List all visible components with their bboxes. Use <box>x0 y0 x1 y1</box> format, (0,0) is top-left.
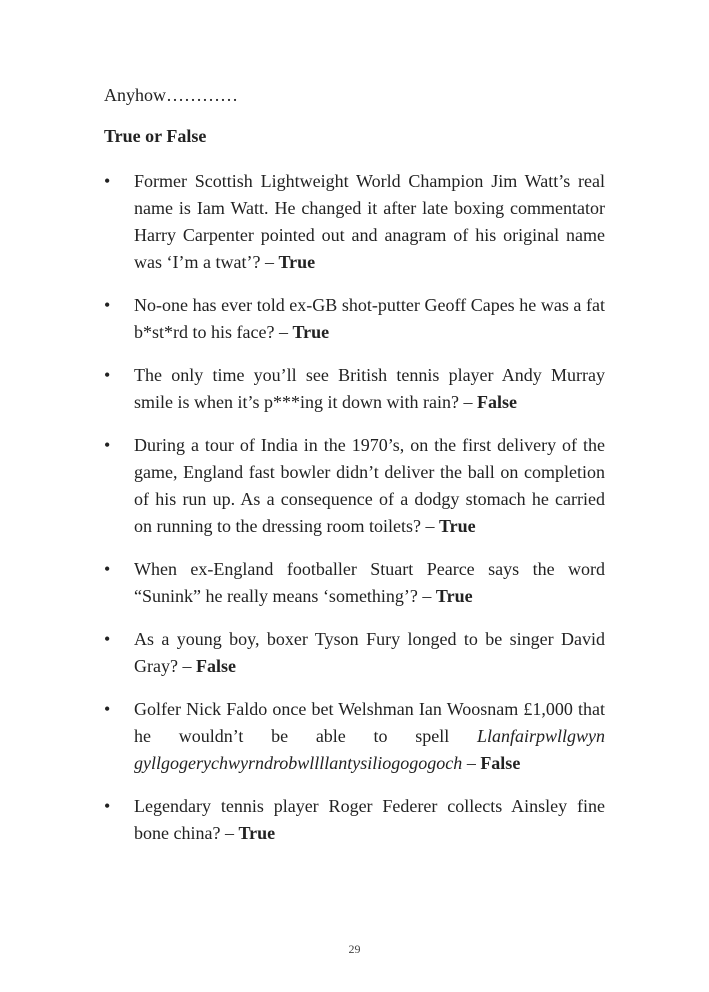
statement-text: No-one has ever told ex-GB shot-putter Geoff Capes he was a fat b*st*rd to his face? – <box>134 295 605 342</box>
bullet-icon: • <box>104 295 111 315</box>
bullet-icon: • <box>104 559 111 579</box>
bullet-icon: • <box>104 629 111 649</box>
true-false-list <box>104 168 605 847</box>
list-item <box>104 432 605 540</box>
answer-label: True <box>278 252 316 272</box>
answer-label: True <box>438 516 476 536</box>
statement-text: During a tour of India in the 1970’s, on the first delivery of the game, England fast bowler didn’t deliver the ball on completion of his run up. As a consequence of a dodgy stomach he carried on running to the dressing room toilets? – <box>134 435 605 536</box>
statement-text: Former Scottish Lightweight World Champion Jim Watt’s real name is Iam Watt. He changed it after late boxing commentator Harry Carpenter pointed out and anagram of his original name was ‘I’m a twat’? – <box>134 171 605 272</box>
answer-label: False <box>480 753 521 773</box>
welsh-place-name: Llanfairpwllgwyn gyllgogerychwyrndrobwllllantysiliogogogoch <box>134 726 605 773</box>
answer-label: True <box>292 322 330 342</box>
list-item <box>104 168 605 276</box>
page-content <box>104 82 605 863</box>
answer-label: True <box>238 823 276 843</box>
statement-text: When ex-England footballer Stuart Pearce says the word “Sunink” he really means ‘something’? – <box>134 559 605 606</box>
section-heading: True or False <box>104 126 207 146</box>
statement-text: As a young boy, boxer Tyson Fury longed to be singer David Gray? – <box>134 629 605 676</box>
list-item <box>104 696 605 777</box>
bullet-icon: • <box>104 699 111 719</box>
statement-suffix: – <box>462 753 481 773</box>
bullet-icon: • <box>104 796 111 816</box>
list-item <box>104 626 605 680</box>
answer-label: False <box>476 392 517 412</box>
page-number: 29 <box>348 942 361 956</box>
intro-text: Anyhow………… <box>104 85 238 105</box>
list-item <box>104 292 605 346</box>
list-item <box>104 793 605 847</box>
statement-text: The only time you’ll see British tennis player Andy Murray smile is when it’s p***ing it down with rain? – <box>134 365 605 412</box>
list-item <box>104 556 605 610</box>
answer-label: True <box>435 586 473 606</box>
answer-label: False <box>195 656 236 676</box>
bullet-icon: • <box>104 171 111 191</box>
statement-text: Golfer Nick Faldo once bet Welshman Ian Woosnam £1,000 that he wouldn’t be able to spell <box>134 699 605 746</box>
list-item <box>104 362 605 416</box>
bullet-icon: • <box>104 435 111 455</box>
statement-text: Legendary tennis player Roger Federer collects Ainsley fine bone china? – <box>134 796 605 843</box>
bullet-icon: • <box>104 365 111 385</box>
